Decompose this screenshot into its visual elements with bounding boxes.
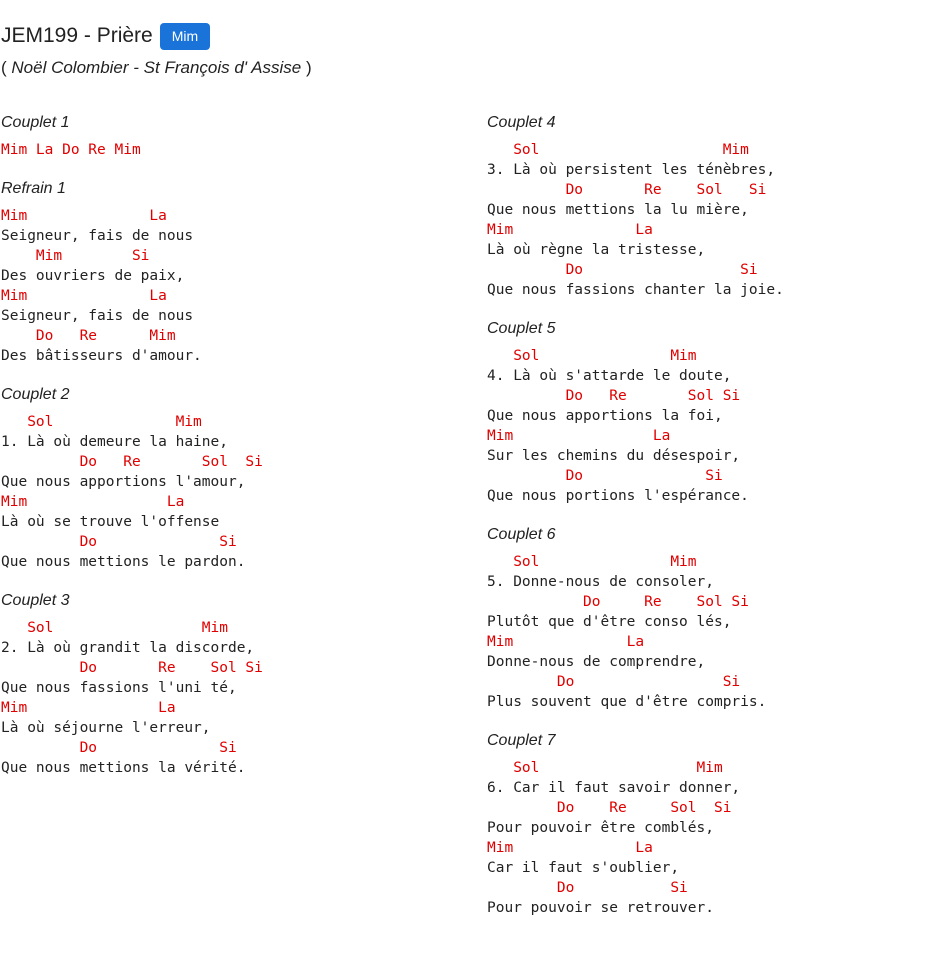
chord-line: Do Re Sol Si — [487, 594, 749, 610]
chord-line: Mim La — [1, 288, 167, 304]
chord-line: Do Si — [487, 880, 688, 896]
chord-line: Mim La Do Re Mim — [1, 142, 141, 158]
lyric-line: Que nous mettions la vérité. — [1, 760, 246, 776]
chord-line: Mim La — [487, 840, 653, 856]
song-title: JEM199 - Prière — [1, 24, 153, 47]
song-section — [1, 178, 451, 366]
lyric-line: Sur les chemins du désespoir, — [487, 448, 741, 464]
lyric-line: Pour pouvoir être comblés, — [487, 820, 714, 836]
lyric-line: Pour pouvoir se retrouver. — [487, 900, 714, 916]
credits-close: ) — [301, 58, 312, 77]
section-title: Couplet 6 — [487, 526, 556, 543]
right-column — [487, 112, 937, 936]
lyric-line: Là où règne la tristesse, — [487, 242, 706, 258]
chord-line: Do Re Mim — [1, 328, 176, 344]
chord-line: Mim La — [1, 494, 185, 510]
lyric-line: Seigneur, fais de nous — [1, 308, 194, 324]
lyric-line: Seigneur, fais de nous — [1, 228, 194, 244]
chord-line: Sol Mim — [487, 760, 723, 776]
chord-line: Do Re Sol Si — [1, 660, 263, 676]
section-title: Couplet 2 — [1, 386, 70, 403]
lyric-line: Que nous apportions l'amour, — [1, 474, 246, 490]
key-badge[interactable]: Mim — [160, 23, 210, 50]
chord-line: Mim La — [1, 208, 167, 224]
chord-line: Mim La — [1, 700, 176, 716]
chord-line: Mim La — [487, 634, 645, 650]
section-title: Couplet 3 — [1, 592, 70, 609]
credits-open: ( — [1, 58, 12, 77]
chord-line: Sol Mim — [487, 348, 697, 364]
lyric-line: Que nous apportions la foi, — [487, 408, 723, 424]
song-section — [487, 318, 937, 506]
song-section — [487, 112, 937, 300]
chord-line: Do Re Sol Si — [487, 800, 732, 816]
song-section — [1, 384, 451, 572]
lyric-line: Plutôt que d'être conso lés, — [487, 614, 732, 630]
lyric-line: Que nous fassions chanter la joie. — [487, 282, 784, 298]
section-title: Refrain 1 — [1, 180, 66, 197]
song-credits — [1, 58, 312, 78]
chord-line: Sol Mim — [487, 142, 749, 158]
chord-line: Do Si — [487, 262, 758, 278]
lyric-line: 1. Là où demeure la haine, — [1, 434, 228, 450]
lyric-line: 2. Là où grandit la discorde, — [1, 640, 255, 656]
song-header — [1, 20, 312, 78]
lyric-line: Là où se trouve l'offense — [1, 514, 220, 530]
chord-line: Sol Mim — [1, 620, 228, 636]
chord-line: Do Si — [487, 674, 741, 690]
chord-line: Mim La — [487, 428, 671, 444]
section-title: Couplet 4 — [487, 114, 556, 131]
chord-line: Mim Si — [1, 248, 150, 264]
section-title: Couplet 5 — [487, 320, 556, 337]
song-section — [1, 112, 451, 160]
chord-line: Do Si — [1, 740, 237, 756]
lyric-line: 5. Donne-nous de consoler, — [487, 574, 714, 590]
chord-line: Sol Mim — [487, 554, 697, 570]
chord-line: Do Re Sol Si — [1, 454, 263, 470]
song-section — [1, 590, 451, 778]
title-row — [1, 20, 312, 52]
chord-line: Do Si — [487, 468, 723, 484]
credits-names: Noël Colombier - St François d' Assise — [11, 58, 302, 77]
lyric-line: Que nous portions l'espérance. — [487, 488, 749, 504]
lyric-line: Plus souvent que d'être compris. — [487, 694, 767, 710]
lyric-line: Là où séjourne l'erreur, — [1, 720, 211, 736]
chord-line: Do Re Sol Si — [487, 388, 741, 404]
chord-line: Do Si — [1, 534, 237, 550]
lyric-line: 6. Car il faut savoir donner, — [487, 780, 741, 796]
section-title: Couplet 7 — [487, 732, 556, 749]
left-column — [1, 112, 451, 796]
song-section — [487, 730, 937, 918]
section-title: Couplet 1 — [1, 114, 70, 131]
chord-line: Mim La — [487, 222, 653, 238]
lyric-line: 3. Là où persistent les ténèbres, — [487, 162, 776, 178]
lyric-line: Que nous mettions le pardon. — [1, 554, 246, 570]
lyric-line: Car il faut s'oublier, — [487, 860, 680, 876]
lyric-line: Donne-nous de comprendre, — [487, 654, 706, 670]
lyric-line: Des ouvriers de paix, — [1, 268, 185, 284]
lyric-line: Que nous fassions l'uni té, — [1, 680, 237, 696]
chord-line: Do Re Sol Si — [487, 182, 767, 198]
lyric-line: Des bâtisseurs d'amour. — [1, 348, 202, 364]
chord-line: Sol Mim — [1, 414, 202, 430]
lyric-line: Que nous mettions la lu mière, — [487, 202, 749, 218]
song-section — [487, 524, 937, 712]
lyric-line: 4. Là où s'attarde le doute, — [487, 368, 732, 384]
